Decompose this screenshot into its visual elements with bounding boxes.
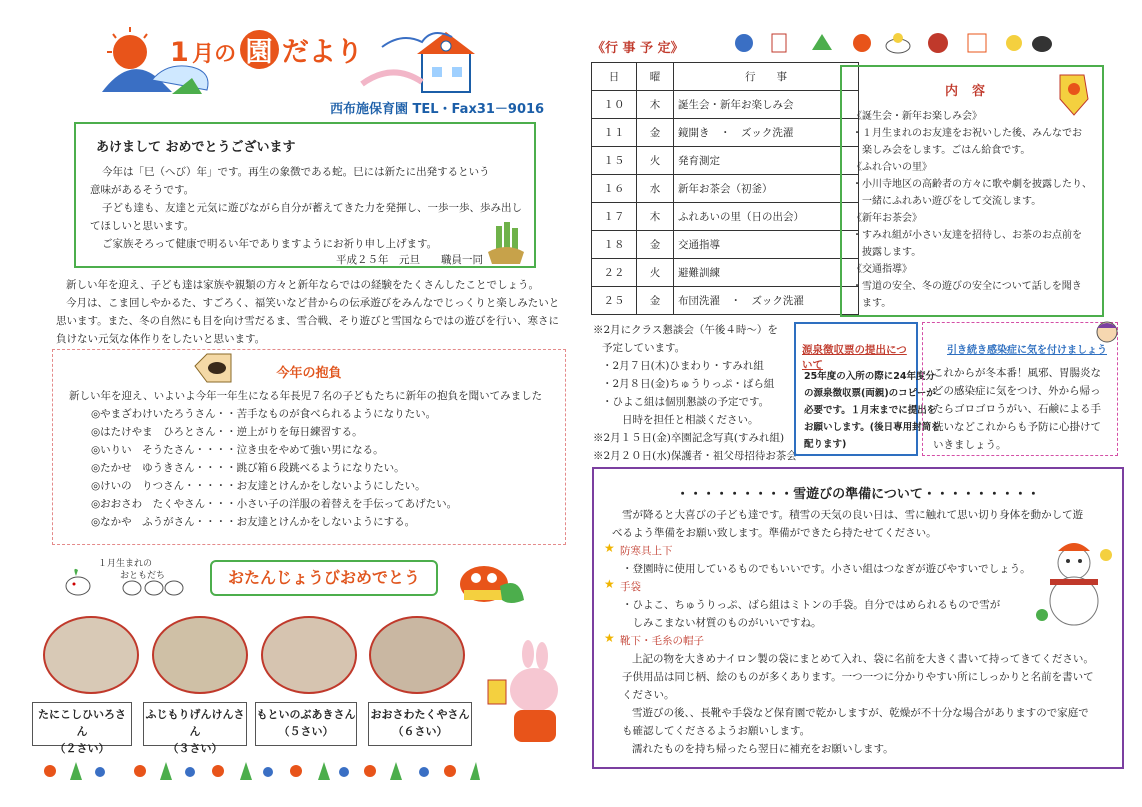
schedule-note: ・2月７日(木)ひまわり・すみれ組 xyxy=(602,360,764,372)
snowman-icon xyxy=(1034,535,1114,631)
schedule-note: ※2月２０日(水)保護者・祖父母招待お茶会 xyxy=(593,450,797,462)
snow-section-line: しみこまない材質のものがいいですね。 xyxy=(622,617,822,629)
child-name-box xyxy=(32,702,132,755)
birthday-small-label: １月生まれの xyxy=(98,559,153,569)
greeting-line: てほしいと思います。 xyxy=(90,220,195,232)
snow-section-line: 濡れたものを持ち帰ったら翌日に補充をお願いします。 xyxy=(632,743,894,755)
snow-intro-line: 雪が降ると大喜びの子ども達です。積雪の天気の良い日は、雪に触れて思い切り身体を動かして遊 xyxy=(622,509,1084,521)
schedule-row xyxy=(592,91,859,119)
title-middle: 月の xyxy=(192,42,237,67)
tax-notice-line: お願いします。(後日専用封筒を xyxy=(804,422,941,433)
title-month: 1 xyxy=(170,37,189,68)
infection-line: たらゴロゴロうがい、石鹸による手 xyxy=(933,403,1101,415)
greeting-line: 今年は「巳（へび）年」です。再生の象徴である蛇。巳には新たに出発するという xyxy=(102,166,490,178)
snow-section-line: ください。 xyxy=(622,689,675,701)
event-details-line: 《ふれ合いの里》 xyxy=(852,162,932,173)
infection-line: いきましょう。 xyxy=(933,439,1007,451)
schedule-date: １５ xyxy=(592,147,637,175)
schedule-event: 発育測定 xyxy=(674,147,859,175)
intro-line: 今月は、こま回しやかるた、すごろく、福笑いなど昔からの伝承遊びをみんなでじっくりと楽しみたいと xyxy=(66,297,560,309)
tax-notice-line: 配ります) xyxy=(804,439,847,450)
schedule-date: １０ xyxy=(592,91,637,119)
schedule-event: 新年お茶会（初釜） xyxy=(674,175,859,203)
schedule-weekday: 火 xyxy=(637,147,674,175)
event-details-line: 《交通指導》 xyxy=(852,264,912,275)
child-name: おおさわたくやさん xyxy=(370,708,470,721)
new-year-icons-row xyxy=(732,30,1054,56)
intro-line: 思います。また、冬の自然にも目を向け雪だるま、雪合戦、そり遊びと雪国ならではの遊びを行い、寒さに xyxy=(56,315,560,327)
schedule-row xyxy=(592,203,859,231)
event-details-title: 内容 xyxy=(944,84,999,99)
schedule-weekday: 金 xyxy=(637,119,674,147)
snow-rabbits-icon xyxy=(62,564,186,598)
infection-notice-box xyxy=(922,322,1118,456)
schedule-title: 《行 事 予 定》 xyxy=(592,41,684,56)
schedule-note: ・ひよこ組は個別懇談の予定です。 xyxy=(602,396,770,408)
kadomatsu-icon xyxy=(486,222,526,264)
schedule-event: 避難訓練 xyxy=(674,259,859,287)
greeting-line: ご家族そろって健康で明るい年でありますようにお祈り申し上げます。 xyxy=(102,238,438,250)
child-name-box xyxy=(143,702,247,755)
event-details-line: ・すみれ組が小さい友達を招待し、お茶のお点前を xyxy=(852,230,1082,241)
sun-icon xyxy=(113,35,147,69)
school-contact: 西布施保育園 TEL・Fax31－9016 xyxy=(330,102,545,117)
schedule-weekday: 金 xyxy=(637,231,674,259)
schedule-weekday: 水 xyxy=(637,175,674,203)
schedule-table xyxy=(591,62,859,315)
lion-dance-icon xyxy=(450,556,526,610)
resolution-item: ◎おおさわ たくやさん・・・小さい子の洋服の着替えを手伝ってあげたい。 xyxy=(91,498,458,510)
school-building-icon xyxy=(422,52,470,92)
event-details-line: ・雪道の安全、冬の遊びの安全について話しを聞き xyxy=(852,281,1082,292)
resolution-item: ◎やまざわけいたろうさん・・苦手なものが食べられるようになりたい。 xyxy=(91,408,437,420)
infection-notice-title: 引き続き感染症に気を付けましょう xyxy=(947,345,1107,356)
child-name: ふじもりげんけんさん xyxy=(145,708,245,738)
schedule-row xyxy=(592,259,859,287)
schedule-date: １７ xyxy=(592,203,637,231)
event-details-line: ます。 xyxy=(852,298,892,309)
newsletter-title xyxy=(170,30,410,70)
schedule-header-cell: 曜 xyxy=(637,63,674,91)
child-photo xyxy=(369,616,465,694)
mask-child-icon xyxy=(1094,318,1120,346)
snow-section-heading: 靴下・毛糸の帽子 xyxy=(620,635,704,647)
event-details-line: 一緒にふれあい遊びをして交流します。 xyxy=(852,196,1042,207)
tax-notice-title: 源泉徴収票の提出について xyxy=(802,344,907,371)
star-icon: ★ xyxy=(604,541,615,555)
snow-section-line: も確認してくださるようお願いします。 xyxy=(622,725,811,737)
tax-notice-line: 必要です。１月末までに提出を xyxy=(804,405,937,416)
resolution-item: ◎なかや ふうがさん・・・・お友達とけんかをしないようにする。 xyxy=(91,516,416,528)
infection-line: 洗いなどこれからも予防に心掛けて xyxy=(933,421,1101,433)
child-photo xyxy=(152,616,248,694)
child-age: （５さい） xyxy=(278,725,334,738)
tax-notice-line: 25年度の入所の際に24年度分 xyxy=(804,371,935,382)
schedule-note: ※2月にクラス懇談会（午後４時～）を xyxy=(593,324,778,336)
title-end: だより xyxy=(281,37,363,68)
schedule-row xyxy=(592,119,859,147)
rabbit-icon xyxy=(484,640,560,744)
snow-section-line: 子供用品は同じ柄、絵のものが多くあります。一つ一つに分かりやすい所にしっかりと名前を書いて xyxy=(622,671,1094,683)
event-details-line: ・小川寺地区の高齢者の方々に歌や劇を披露したり、 xyxy=(852,179,1092,190)
event-details-line: 楽しみ会をします。ごはん給食です。 xyxy=(852,145,1031,156)
resolutions-intro: 新しい年を迎え、いよいよ今年一年生になる年長児７名の子どもたちに新年の抱負を聞いてみました xyxy=(69,390,543,402)
schedule-row xyxy=(592,231,859,259)
intro-line: 負けない元気な体作りをしたいと思います。 xyxy=(56,333,266,345)
schedule-date: ２５ xyxy=(592,287,637,315)
schedule-event: 誕生会・新年お楽しみ会 xyxy=(674,91,859,119)
birthday-banner: おたんじょうびおめでとう xyxy=(210,560,438,596)
schedule-weekday: 金 xyxy=(637,287,674,315)
snow-section-heading: 防寒具上下 xyxy=(620,545,673,557)
resolution-item: ◎たかせ ゆうきさん・・・・跳び箱６段跳べるようになりたい。 xyxy=(91,462,405,474)
greeting-line: 意味があるそうです。 xyxy=(90,184,195,196)
schedule-event: 交通指導 xyxy=(674,231,859,259)
schedule-weekday: 火 xyxy=(637,259,674,287)
schedule-event: 鏡開き ・ ズック洗濯 xyxy=(674,119,859,147)
child-name-box xyxy=(255,702,357,746)
greeting-line: 子ども達も、友達と元気に遊びながら自分が蓄えてきた力を発揮し、一歩一歩、歩み出し xyxy=(102,202,522,214)
birthday-small-label-2: おともだち xyxy=(120,571,166,581)
child-name: もといのぶあきさん xyxy=(256,708,356,721)
schedule-event: 布団洗濯 ・ ズック洗濯 xyxy=(674,287,859,315)
infection-line: どの感染症に気をつけ、外から帰っ xyxy=(933,385,1101,397)
event-details-line: 《誕生会・新年お楽しみ会》 xyxy=(852,111,982,122)
resolution-item: ◎いりい そうたさん・・・・泣き虫をやめて強い男になる。 xyxy=(91,444,384,456)
schedule-event: ふれあいの里（日の出会） xyxy=(674,203,859,231)
greeting-signature: 平成２５年 元旦 職員一同 xyxy=(336,254,483,266)
schedule-row xyxy=(592,175,859,203)
snow-play-title: ・・・・・・・・・雪遊びの準備について・・・・・・・・・ xyxy=(676,487,1040,502)
tax-notice-line: の源泉徴収票(両親)のコピーが xyxy=(804,388,936,399)
schedule-header-row xyxy=(592,63,859,91)
schedule-date: １８ xyxy=(592,231,637,259)
greeting-title: あけまして おめでとうございます xyxy=(96,140,296,155)
resolutions-box xyxy=(52,349,566,545)
intro-line: 新しい年を迎え、子ども達は家族や親類の方々と新年ならではの経験をたくさんしたことでしょう。 xyxy=(66,279,540,291)
schedule-date: １６ xyxy=(592,175,637,203)
battledore-icon xyxy=(1054,69,1100,119)
snow-section-heading: 手袋 xyxy=(620,581,641,593)
schedule-note: 日時を担任と相談ください。 xyxy=(622,414,759,426)
child-photo xyxy=(261,616,357,694)
snow-section-line: ・登園時に使用しているものでもいいです。小さい組はつなぎが遊びやすいでしょう。 xyxy=(622,563,1031,575)
infection-line: これからが冬本番！風邪、胃腸炎な xyxy=(933,367,1101,379)
schedule-header-cell: 行 事 xyxy=(674,63,859,91)
schedule-note: ※2月１５日(金)卒園記念写真(すみれ組) xyxy=(593,432,785,444)
resolutions-title: 今年の抱負 xyxy=(276,366,342,381)
child-name-box xyxy=(368,702,472,746)
snow-section-line: 上記の物を大きめナイロン製の袋にまとめて入れ、袋に名前を大きく書いて持ってきてください。 xyxy=(632,653,1094,665)
schedule-weekday: 木 xyxy=(637,91,674,119)
schedule-weekday: 木 xyxy=(637,203,674,231)
decorative-new-year-row xyxy=(40,760,480,782)
child-photo xyxy=(43,616,139,694)
child-age: （６さい） xyxy=(392,725,448,738)
event-details-line: 披露します。 xyxy=(852,247,922,258)
child-age: （３さい） xyxy=(167,742,223,755)
title-circle: 園 xyxy=(240,30,279,69)
child-age: （２さい） xyxy=(54,742,110,755)
resolution-item: ◎はたけやま ひろとさん・・逆上がりを毎日練習する。 xyxy=(91,426,363,438)
child-name: たにこしひいろさん xyxy=(38,708,126,738)
new-year-greeting-box xyxy=(74,122,536,268)
schedule-header-cell: 日 xyxy=(592,63,637,91)
schedule-note: 予定しています。 xyxy=(602,342,686,354)
snow-section-line: 雪遊びの後、、長靴や手袋など保育園で乾かしますが、乾燥が不十分な場合がありますので家庭で xyxy=(632,707,1089,719)
schedule-row xyxy=(592,287,859,315)
event-details-box xyxy=(840,65,1104,317)
resolution-item: ◎けいの りつさん・・・・・お友達とけんかをしないようにしたい。 xyxy=(91,480,426,492)
schedule-date: １１ xyxy=(592,119,637,147)
star-icon: ★ xyxy=(604,577,615,591)
snow-section-line: ・ひよこ、ちゅうりっぷ、ばら組はミトンの手袋。自分ではめられるもので雪が xyxy=(622,599,1001,611)
schedule-note: ・2月８日(金)ちゅうりっぷ・ばら組 xyxy=(602,378,775,390)
schedule-date: ２２ xyxy=(592,259,637,287)
tax-notice-box xyxy=(794,322,941,456)
event-details-line: ・１月生まれのお友達をお祝いした後、みんなでお xyxy=(852,128,1082,139)
snow-play-box xyxy=(592,467,1124,769)
star-icon: ★ xyxy=(604,631,615,645)
schedule-row xyxy=(592,147,859,175)
snow-intro-line: べるよう準備をお願い致します。準備ができたら持たせてください。 xyxy=(612,527,937,539)
event-details-line: 《新年お茶会》 xyxy=(852,213,922,224)
